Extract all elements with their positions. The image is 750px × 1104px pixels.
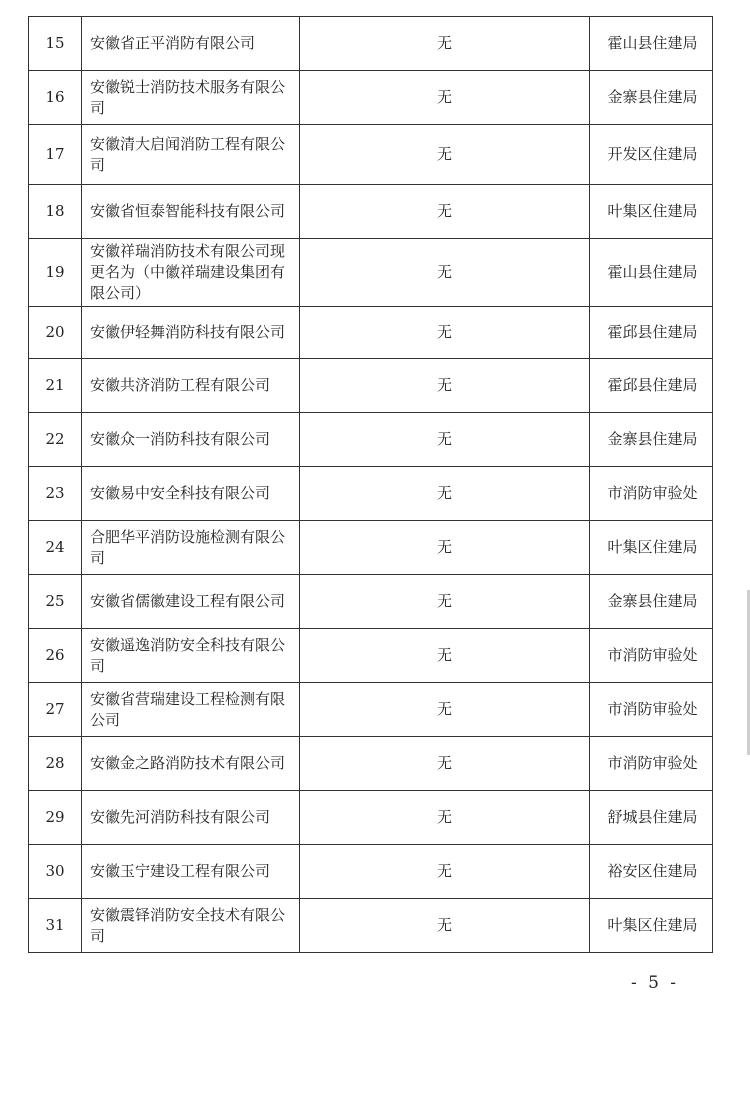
company-name: 安徽金之路消防技术有限公司 <box>82 737 300 791</box>
table-row <box>29 683 713 737</box>
row-number: 28 <box>29 737 82 791</box>
page-number: - 5 - <box>630 973 680 993</box>
row-number: 29 <box>29 791 82 845</box>
status-value: 无 <box>300 467 590 521</box>
table-row <box>29 467 713 521</box>
status-value: 无 <box>300 899 590 953</box>
table-row <box>29 307 713 359</box>
table-row <box>29 575 713 629</box>
company-name: 安徽易中安全科技有限公司 <box>82 467 300 521</box>
status-value: 无 <box>300 737 590 791</box>
table-row <box>29 71 713 125</box>
table-row <box>29 791 713 845</box>
department-name: 金寨县住建局 <box>590 575 713 629</box>
status-value: 无 <box>300 307 590 359</box>
company-name: 安徽祥瑞消防技术有限公司现更名为（中徽祥瑞建设集团有限公司） <box>82 239 300 307</box>
row-number: 18 <box>29 185 82 239</box>
table-row <box>29 17 713 71</box>
row-number: 17 <box>29 125 82 185</box>
row-number: 15 <box>29 17 82 71</box>
department-name: 市消防审验处 <box>590 467 713 521</box>
status-value: 无 <box>300 359 590 413</box>
company-name: 安徽省正平消防有限公司 <box>82 17 300 71</box>
department-name: 叶集区住建局 <box>590 185 713 239</box>
department-name: 市消防审验处 <box>590 683 713 737</box>
status-value: 无 <box>300 413 590 467</box>
department-name: 霍邱县住建局 <box>590 359 713 413</box>
status-value: 无 <box>300 845 590 899</box>
table-row <box>29 125 713 185</box>
department-name: 霍山县住建局 <box>590 239 713 307</box>
row-number: 30 <box>29 845 82 899</box>
company-name: 安徽众一消防科技有限公司 <box>82 413 300 467</box>
department-name: 霍邱县住建局 <box>590 307 713 359</box>
table-row <box>29 185 713 239</box>
row-number: 27 <box>29 683 82 737</box>
company-name: 安徽锐士消防技术服务有限公司 <box>82 71 300 125</box>
company-name: 安徽省营瑞建设工程检测有限公司 <box>82 683 300 737</box>
table-row <box>29 413 713 467</box>
row-number: 16 <box>29 71 82 125</box>
table-row <box>29 899 713 953</box>
department-name: 舒城县住建局 <box>590 791 713 845</box>
department-name: 金寨县住建局 <box>590 71 713 125</box>
company-name: 安徽震铎消防安全技术有限公司 <box>82 899 300 953</box>
company-name: 安徽玉宁建设工程有限公司 <box>82 845 300 899</box>
table-row <box>29 359 713 413</box>
status-value: 无 <box>300 185 590 239</box>
row-number: 24 <box>29 521 82 575</box>
company-name: 安徽省恒泰智能科技有限公司 <box>82 185 300 239</box>
company-table <box>28 16 713 953</box>
company-name: 安徽清大启闻消防工程有限公司 <box>82 125 300 185</box>
row-number: 20 <box>29 307 82 359</box>
row-number: 26 <box>29 629 82 683</box>
department-name: 霍山县住建局 <box>590 17 713 71</box>
status-value: 无 <box>300 791 590 845</box>
department-name: 市消防审验处 <box>590 737 713 791</box>
status-value: 无 <box>300 17 590 71</box>
status-value: 无 <box>300 71 590 125</box>
status-value: 无 <box>300 239 590 307</box>
row-number: 19 <box>29 239 82 307</box>
company-name: 合肥华平消防设施检测有限公司 <box>82 521 300 575</box>
department-name: 市消防审验处 <box>590 629 713 683</box>
status-value: 无 <box>300 575 590 629</box>
department-name: 叶集区住建局 <box>590 899 713 953</box>
row-number: 21 <box>29 359 82 413</box>
status-value: 无 <box>300 521 590 575</box>
table-row <box>29 845 713 899</box>
table-row <box>29 629 713 683</box>
department-name: 金寨县住建局 <box>590 413 713 467</box>
company-name: 安徽共济消防工程有限公司 <box>82 359 300 413</box>
status-value: 无 <box>300 125 590 185</box>
table-row <box>29 737 713 791</box>
department-name: 叶集区住建局 <box>590 521 713 575</box>
company-name: 安徽遥逸消防安全科技有限公司 <box>82 629 300 683</box>
department-name: 裕安区住建局 <box>590 845 713 899</box>
table-row <box>29 239 713 307</box>
row-number: 22 <box>29 413 82 467</box>
row-number: 31 <box>29 899 82 953</box>
row-number: 23 <box>29 467 82 521</box>
company-name: 安徽先河消防科技有限公司 <box>82 791 300 845</box>
table-row <box>29 521 713 575</box>
status-value: 无 <box>300 683 590 737</box>
company-name: 安徽省儒徽建设工程有限公司 <box>82 575 300 629</box>
company-name: 安徽伊轻舞消防科技有限公司 <box>82 307 300 359</box>
department-name: 开发区住建局 <box>590 125 713 185</box>
status-value: 无 <box>300 629 590 683</box>
row-number: 25 <box>29 575 82 629</box>
